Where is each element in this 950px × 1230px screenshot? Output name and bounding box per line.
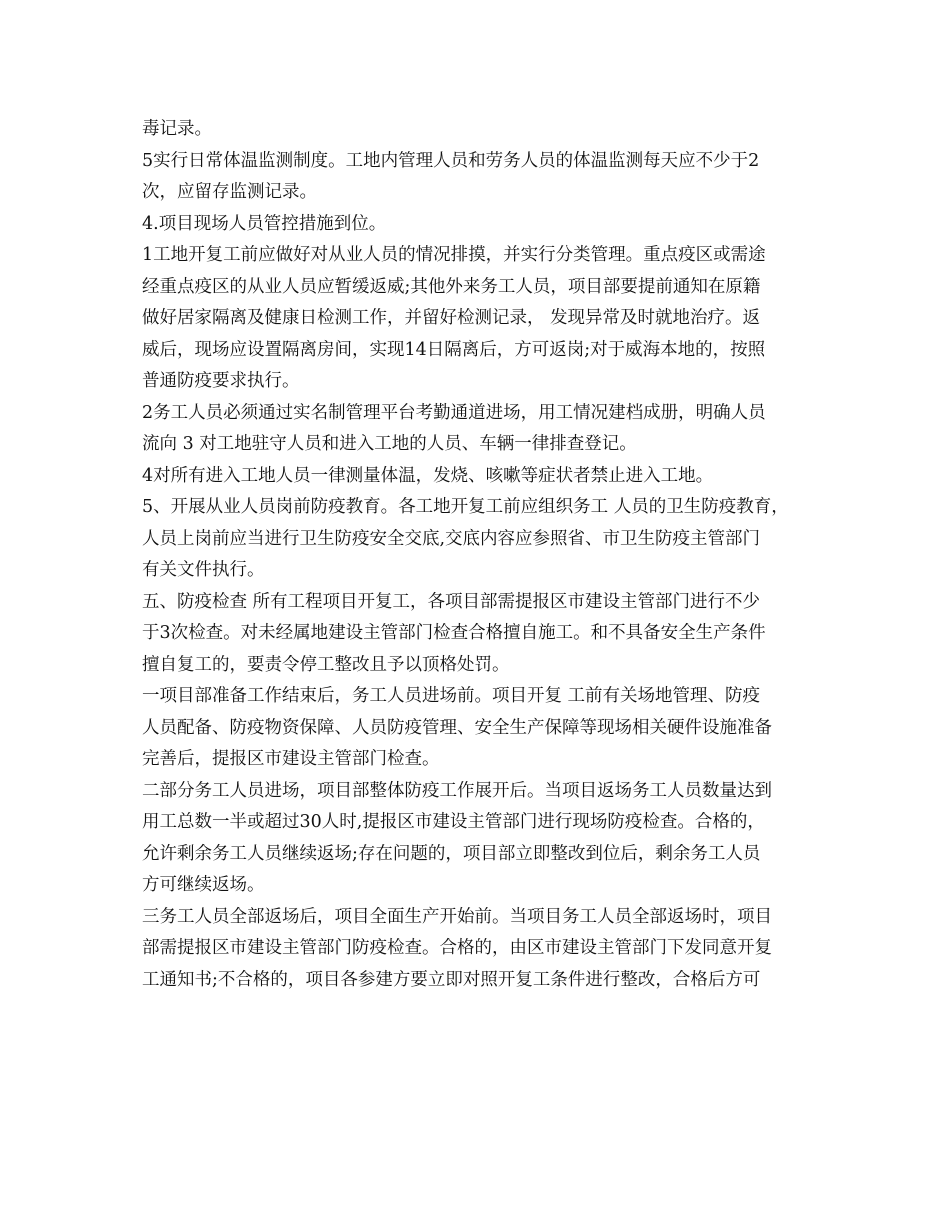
section-heading: 4.项目现场人员管控措施到位。	[142, 213, 387, 234]
text-line: 经重点疫区的从业人员应暂缓返威;其他外来务工人员，项目部要提前通知在原籍	[142, 276, 761, 297]
text-line: 1工地开复工前应做好对从业人员的情况排摸，并实行分类管理。重点疫区或需途	[142, 245, 766, 265]
text-line: 4对所有进入工地人员一律测量体温，发烧、咳嗽等症状者禁止进入工地。	[142, 465, 714, 486]
text-line: 方可继续返场。	[142, 875, 265, 895]
text-line: 有关文件执行。	[142, 560, 265, 580]
text-line: 威后，现场应设置隔离房间，实现14日隔离后，方可返岗;对于威海本地的，按照	[142, 339, 766, 360]
text-line: 人员上岗前应当进行卫生防疫安全交底,交底内容应参照省、市卫生防疫主管部门	[142, 528, 761, 549]
text-line: 工通知书;不合格的，项目各参建方要立即对照开复工条件进行整改，合格后方可	[142, 969, 761, 990]
text-line: 一项目部准备工作结束后，务工人员进场前。项目开复 工前有关场地管理、防疫	[142, 686, 761, 706]
text-line: 5实行日常体温监测制度。工地内管理人员和劳务人员的体温监测每天应不少于2	[142, 150, 760, 171]
text-line: 人员配备、防疫物资保障、人员防疫管理、安全生产保障等现场相关硬件设施准备	[142, 717, 772, 738]
text-line: 做好居家隔离及健康日检测工作，并留好检测记录， 发现异常及时就地治疗。返	[142, 308, 761, 328]
text-line: 完善后，提报区市建设主管部门检查。	[142, 749, 440, 769]
text-line: 2务工人员必须通过实名制管理平台考勤通道进场，用工情况建档成册，明确人员	[142, 402, 766, 423]
text-line: 5、开展从业人员岗前防疫教育。各工地开复工前应组织务工 人员的卫生防疫教育，	[142, 497, 789, 517]
text-line: 三务工人员全部返场后，项目全面生产开始前。当项目务工人员全部返场时，项目	[142, 906, 772, 927]
text-line: 次，应留存监测记录。	[142, 182, 317, 202]
text-line: 擅自复工的，要责令停工整改且予以顶格处罚。	[142, 654, 510, 675]
text-line: 用工总数一半或超过30人时,提报区市建设主管部门进行现场防疫检查。合格的，	[142, 812, 765, 832]
text-line: 二部分务工人员进场，项目部整体防疫工作展开后。当项目返场务工人员数量达到	[142, 780, 772, 801]
text-line: 部需提报区市建设主管部门防疫检查。合格的，由区市建设主管部门下发同意开复	[142, 938, 772, 958]
text-line: 允许剩余务工人员继续返场;存在问题的，项目部立即整改到位后，剩余务工人员	[142, 843, 761, 864]
text-line: 普通防疫要求执行。	[142, 371, 300, 391]
text-line: 于3次检查。对未经属地建设主管部门检查合格擅自施工。和不具备安全生产条件	[142, 623, 766, 643]
section-heading: 五、防疫检查 所有工程项目开复工，各项目部需提报区市建设主管部门进行不少	[142, 591, 761, 612]
document-body	[142, 114, 822, 996]
text-line: 毒记录。	[142, 119, 212, 139]
text-line: 流向 3 对工地驻守人员和进入工地的人员、车辆一律排查登记。	[142, 434, 637, 454]
